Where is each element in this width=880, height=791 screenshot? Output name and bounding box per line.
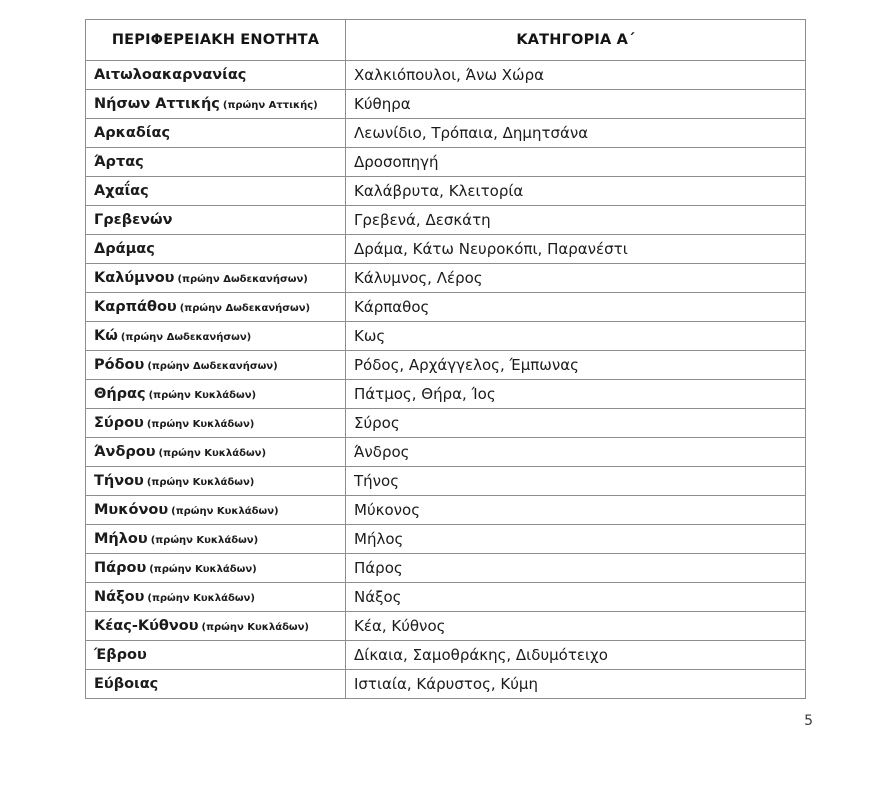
table-row [86, 496, 806, 525]
cell-category-a: Πάρος [346, 554, 806, 583]
cell-category-a: Ρόδος, Αρχάγγελος, Έμπωνας [346, 351, 806, 380]
regional-unit-name: Νήσων Αττικής [94, 96, 220, 112]
cell-regional-unit [86, 177, 346, 206]
cell-regional-unit [86, 206, 346, 235]
cell-regional-unit [86, 351, 346, 380]
table-row [86, 264, 806, 293]
regional-unit-name: Μυκόνου [94, 502, 169, 518]
regional-unit-name: Ρόδου [94, 357, 145, 373]
cell-regional-unit [86, 264, 346, 293]
table-header [86, 20, 806, 61]
cell-category-a: Καλάβρυτα, Κλειτορία [346, 177, 806, 206]
cell-category-a: Μήλος [346, 525, 806, 554]
cell-regional-unit [86, 61, 346, 90]
table-row [86, 148, 806, 177]
regional-unit-former-name: (πρώην Αττικής) [222, 100, 318, 111]
table-row [86, 351, 806, 380]
table-row [86, 61, 806, 90]
table-row [86, 438, 806, 467]
table-row [86, 177, 806, 206]
regional-unit-former-name: (πρώην Κυκλάδων) [148, 390, 257, 401]
regional-unit-name: Μήλου [94, 531, 148, 547]
regional-unit-former-name: (πρώην Κυκλάδων) [147, 593, 255, 604]
cell-category-a: Κάρπαθος [346, 293, 806, 322]
regional-unit-name: Κώ [94, 328, 118, 344]
table-row [86, 409, 806, 438]
regional-unit-name: Νάξου [94, 589, 145, 605]
column-header-category-a: ΚΑΤΗΓΟΡΙΑ Α΄ [346, 20, 806, 61]
cell-regional-unit [86, 467, 346, 496]
regional-unit-name: Θήρας [94, 386, 146, 402]
regional-unit-former-name: (πρώην Κυκλάδων) [158, 448, 267, 459]
regional-unit-former-name: (πρώην Δωδεκανήσων) [179, 303, 311, 314]
cell-regional-unit [86, 322, 346, 351]
regional-unit-name: Πάρου [94, 560, 147, 576]
regional-unit-name: Καρπάθου [94, 299, 177, 315]
cell-regional-unit [86, 612, 346, 641]
regional-unit-name: Έβρου [94, 647, 147, 663]
cell-category-a: Λεωνίδιο, Τρόπαια, Δημητσάνα [346, 119, 806, 148]
page-number: 5 [804, 713, 813, 729]
cell-regional-unit [86, 641, 346, 670]
cell-regional-unit [86, 670, 346, 699]
table-header-row [86, 20, 806, 61]
column-header-regional-unit: ΠΕΡΙΦΕΡΕΙΑΚΗ ΕΝΟΤΗΤΑ [86, 20, 346, 61]
regional-unit-name: Αρκαδίας [94, 125, 171, 141]
regional-unit-former-name: (πρώην Κυκλάδων) [146, 419, 255, 430]
cell-category-a: Μύκονος [346, 496, 806, 525]
table-row [86, 119, 806, 148]
regional-unit-name: Τήνου [94, 473, 144, 489]
regional-unit-former-name: (πρώην Κυκλάδων) [171, 506, 279, 517]
cell-category-a: Σύρος [346, 409, 806, 438]
regional-unit-name: Γρεβενών [94, 212, 173, 228]
regional-unit-name: Αιτωλοακαρνανίας [94, 67, 247, 83]
cell-category-a: Χαλκιόπουλοι, Άνω Χώρα [346, 61, 806, 90]
regional-unit-former-name: (πρώην Κυκλάδων) [201, 622, 310, 633]
table-row [86, 467, 806, 496]
table-row [86, 641, 806, 670]
table-row [86, 670, 806, 699]
cell-regional-unit [86, 90, 346, 119]
regional-unit-former-name: (πρώην Κυκλάδων) [149, 564, 257, 575]
cell-category-a: Δροσοπηγή [346, 148, 806, 177]
cell-category-a: Κάλυμνος, Λέρος [346, 264, 806, 293]
regional-unit-name: Κέας-Κύθνου [94, 618, 199, 634]
cell-regional-unit [86, 293, 346, 322]
cell-category-a: Νάξος [346, 583, 806, 612]
table-row [86, 583, 806, 612]
regional-unit-former-name: (πρώην Δωδεκανήσων) [177, 274, 308, 285]
table-row [86, 235, 806, 264]
table-row [86, 322, 806, 351]
table-row [86, 90, 806, 119]
cell-category-a: Άνδρος [346, 438, 806, 467]
regional-unit-former-name: (πρώην Δωδεκανήσων) [147, 361, 278, 372]
cell-regional-unit [86, 235, 346, 264]
cell-regional-unit [86, 583, 346, 612]
region-table-container [85, 19, 805, 699]
cell-regional-unit [86, 525, 346, 554]
table-row [86, 612, 806, 641]
regional-unit-former-name: (πρώην Κυκλάδων) [150, 535, 259, 546]
cell-regional-unit [86, 438, 346, 467]
cell-regional-unit [86, 496, 346, 525]
cell-category-a: Κως [346, 322, 806, 351]
cell-category-a: Τήνος [346, 467, 806, 496]
cell-regional-unit [86, 554, 346, 583]
regional-unit-name: Δράμας [94, 241, 155, 257]
regional-unit-name: Εύβοιας [94, 676, 159, 692]
regional-unit-name: Άρτας [94, 154, 144, 170]
regional-unit-name: Σύρου [94, 415, 144, 431]
regional-unit-name: Καλύμνου [94, 270, 175, 286]
region-unit-table [85, 19, 806, 699]
cell-regional-unit [86, 409, 346, 438]
table-body [86, 61, 806, 699]
table-row [86, 525, 806, 554]
regional-unit-former-name: (πρώην Δωδεκανήσων) [120, 332, 252, 343]
regional-unit-name: Αχαΐας [94, 183, 149, 199]
cell-category-a: Κέα, Κύθνος [346, 612, 806, 641]
regional-unit-name: Άνδρου [94, 444, 156, 460]
table-row [86, 380, 806, 409]
cell-category-a: Πάτμος, Θήρα, Ίος [346, 380, 806, 409]
table-row [86, 554, 806, 583]
cell-category-a: Γρεβενά, Δεσκάτη [346, 206, 806, 235]
cell-category-a: Δίκαια, Σαμοθράκης, Διδυμότειχο [346, 641, 806, 670]
cell-category-a: Κύθηρα [346, 90, 806, 119]
table-row [86, 293, 806, 322]
cell-regional-unit [86, 148, 346, 177]
table-row [86, 206, 806, 235]
cell-category-a: Δράμα, Κάτω Νευροκόπι, Παρανέστι [346, 235, 806, 264]
cell-regional-unit [86, 119, 346, 148]
regional-unit-former-name: (πρώην Κυκλάδων) [146, 477, 255, 488]
cell-category-a: Ιστιαία, Κάρυστος, Κύμη [346, 670, 806, 699]
cell-regional-unit [86, 380, 346, 409]
